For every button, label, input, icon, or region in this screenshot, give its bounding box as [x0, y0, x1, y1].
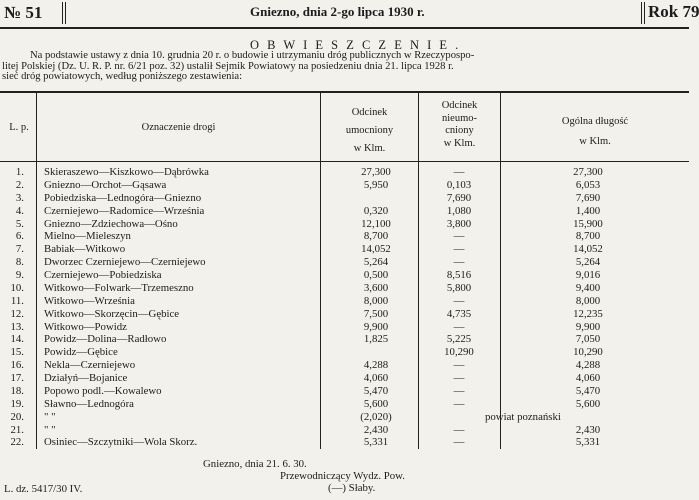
reference-number: L. dz. 5417/30 IV. [4, 483, 83, 495]
road-name: " " [44, 410, 56, 423]
table-row [0, 193, 689, 205]
header-line: Odcinek [351, 107, 388, 118]
total-length: 5,470 [575, 384, 601, 397]
unpaved-length: — [453, 436, 465, 449]
row-note: powiat poznański [485, 410, 561, 423]
total-length: 5,600 [575, 397, 601, 410]
table-row [0, 309, 689, 321]
header-line: w Klm. [443, 137, 476, 149]
intro-line: Na podstawie ustawy z dnia 10. grudnia 20 r. o budowie i utrzymaniu dróg publicznych w Rzeczypospo- [30, 50, 475, 61]
issue-number: № 51 [4, 3, 43, 22]
paved-length: 4,288 [363, 359, 389, 372]
table-row [0, 244, 689, 256]
total-length: 2,430 [575, 423, 601, 436]
table-row [0, 334, 689, 346]
table-row [0, 347, 689, 359]
road-name: Popowo podl.—Kowalewo [44, 384, 162, 397]
total-length: 7,690 [575, 191, 601, 204]
road-name: Witkowo—Września [44, 294, 135, 307]
unpaved-length: — [453, 166, 465, 178]
row-number: 10. [10, 281, 24, 294]
road-name: Witkowo—Powidz [44, 320, 127, 333]
paved-length: 2,430 [363, 423, 389, 436]
paved-length: 1,825 [363, 333, 389, 346]
unpaved-length: — [453, 320, 465, 333]
road-name: Gniezno—Zdziechowa—Ośno [44, 217, 178, 230]
road-name: Mielno—Mieleszyn [44, 230, 131, 243]
total-length: 12,235 [573, 307, 603, 320]
header-line: w Klm. [579, 136, 611, 147]
unpaved-length: 5,225 [446, 333, 472, 346]
table-row [0, 399, 689, 411]
unpaved-length: — [453, 256, 465, 269]
unpaved-length: 0,103 [446, 178, 472, 191]
road-name: Witkowo—Skorzęcin—Gębice [44, 307, 180, 320]
total-length: 8,000 [575, 294, 601, 307]
row-number: 8. [15, 256, 24, 269]
signature-title: Przewodniczący Wydz. Pow. [280, 470, 405, 482]
total-length: 6,053 [575, 178, 601, 191]
total-length: 9,016 [575, 269, 601, 282]
total-length: 1,400 [575, 204, 601, 217]
table-row [0, 219, 689, 231]
table-row [0, 425, 689, 437]
row-number: 6. [15, 230, 24, 243]
paved-length: 14,052 [361, 243, 391, 256]
unpaved-length: 7,690 [446, 191, 472, 204]
paved-length: 0,500 [363, 269, 389, 282]
intro-line: litej Polskiej (Dz. U. R. P. nr. 6/21 poz. 32) ustalił Sejmik Powiatowy na posiedzeniu dnia 21. lipca 1928 r. [2, 60, 454, 72]
header-rule [0, 27, 689, 29]
row-number: 3. [15, 191, 24, 204]
header-line: cniony [445, 125, 474, 136]
row-number: 4. [15, 204, 24, 217]
table-row [0, 386, 689, 398]
unpaved-length: 5,800 [446, 281, 472, 294]
notice-intro [2, 51, 685, 83]
place-date: Gniezno, dnia 21. 6. 30. [203, 458, 307, 470]
paved-length: 7,500 [363, 307, 389, 320]
paved-length: 5,950 [363, 178, 389, 191]
table-row [0, 283, 689, 295]
unpaved-length: — [453, 397, 465, 410]
unpaved-length: 3,800 [446, 217, 472, 230]
table-row [0, 373, 689, 385]
road-name: Osiniec—Szczytniki—Wola Skorz. [44, 436, 198, 449]
total-length: 10,290 [573, 346, 603, 359]
row-number: 11. [10, 294, 24, 307]
unpaved-length: 1,080 [446, 204, 472, 217]
table-row [0, 322, 689, 334]
header-divider-left [62, 2, 63, 24]
road-name: Dworzec Czerniejewo—Czerniejewo [44, 256, 206, 269]
paved-length: 4,060 [363, 372, 389, 385]
row-number: 21. [10, 423, 24, 436]
row-number: 1. [15, 166, 24, 178]
table-row [0, 231, 689, 243]
road-name: Powidz—Dolina—Radłowo [44, 333, 167, 346]
paved-length: 5,470 [363, 384, 389, 397]
table-row [0, 270, 689, 282]
unpaved-length: 4,735 [446, 307, 472, 320]
road-name: " " [44, 423, 56, 436]
total-length: 9,400 [575, 281, 601, 294]
paved-length: (2,020) [360, 410, 392, 423]
road-name: Skieraszewo—Kiszkowo—Dąbrówka [44, 166, 209, 178]
total-length: 9,900 [575, 320, 601, 333]
total-length: 4,060 [575, 372, 601, 385]
header-line: nieumo- [442, 112, 477, 124]
road-name: Babiak—Witkowo [44, 243, 126, 256]
row-number: 16. [10, 359, 24, 372]
row-number: 7. [15, 243, 24, 256]
header-line: w Klm. [353, 143, 386, 154]
road-name: Działyń—Bojanice [44, 372, 128, 385]
table-header-rule [0, 161, 689, 162]
unpaved-length: — [453, 294, 465, 307]
row-number: 2. [15, 178, 24, 191]
column-header-lp: L. p. [9, 122, 29, 133]
table-row [0, 257, 689, 269]
table-row [0, 412, 689, 424]
unpaved-length: — [453, 423, 465, 436]
table-row [0, 167, 689, 179]
paved-length: 0,320 [363, 204, 389, 217]
unpaved-length: — [453, 243, 465, 256]
road-name: Powidz—Gębice [44, 346, 118, 359]
road-name: Sławno—Lednogóra [44, 397, 134, 410]
header-divider-left-2 [65, 2, 66, 24]
road-name: Pobiedziska—Lednogóra—Gniezno [44, 191, 202, 204]
column-header-total [501, 112, 689, 152]
table-top-rule [0, 91, 689, 93]
paved-length: 8,000 [363, 294, 389, 307]
road-name: Czerniejewo—Pobiedziska [44, 269, 162, 282]
total-length: 5,264 [575, 256, 601, 269]
notice-title: O B W I E S Z C Z E N I E . [250, 38, 461, 52]
row-number: 15. [10, 346, 24, 359]
total-length: 4,288 [575, 359, 601, 372]
road-name: Czerniejewo—Radomice—Września [44, 204, 205, 217]
total-length: 14,052 [573, 243, 603, 256]
total-length: 15,900 [573, 217, 603, 230]
paved-length: 5,600 [363, 397, 389, 410]
total-length: 5,331 [575, 436, 601, 449]
row-number: 20. [10, 410, 24, 423]
total-length: 27,300 [573, 166, 603, 178]
road-name: Gniezno—Orchot—Gąsawa [44, 178, 167, 191]
intro-line: sieć dróg powiatowych, według poniższego zestawienia: [2, 71, 243, 82]
paved-length: 5,331 [363, 436, 389, 449]
row-number: 18. [10, 384, 24, 397]
row-number: 14. [10, 333, 24, 346]
header-line: umocniony [345, 125, 394, 136]
column-header-paved [321, 104, 418, 158]
row-number: 17. [10, 372, 24, 385]
paved-length: 12,100 [361, 217, 391, 230]
column-header-unpaved [419, 100, 500, 150]
row-number: 13. [10, 320, 24, 333]
row-number: 19. [10, 397, 24, 410]
column-header-name: Oznaczenie drogi [141, 122, 216, 133]
table-row [0, 296, 689, 308]
road-name: Nekla—Czerniejewo [44, 359, 136, 372]
row-number: 22. [10, 436, 24, 449]
header-divider-right-2 [644, 2, 645, 24]
road-name: Witkowo—Folwark—Trzemeszno [44, 281, 194, 294]
total-length: 8,700 [575, 230, 601, 243]
unpaved-length: 8,516 [446, 269, 472, 282]
unpaved-length: — [453, 359, 465, 372]
paved-length: 9,900 [363, 320, 389, 333]
row-number: 5. [15, 217, 24, 230]
paved-length: 3,600 [363, 281, 389, 294]
header-line: Odcinek [441, 100, 478, 111]
signature-name: (—) Słaby. [328, 482, 376, 494]
unpaved-length: 10,290 [444, 346, 474, 359]
header-divider-right [641, 2, 642, 24]
table-row [0, 360, 689, 372]
table-row [0, 180, 689, 192]
row-number: 9. [15, 269, 24, 282]
unpaved-length: — [453, 230, 465, 243]
paved-length: 8,700 [363, 230, 389, 243]
table-row [0, 206, 689, 218]
year-label: Rok 79 [648, 2, 699, 21]
unpaved-length: — [453, 384, 465, 397]
header-line: Ogólna długość [561, 116, 629, 127]
paved-length: 5,264 [363, 256, 389, 269]
page-header-title: Gniezno, dnia 2-go lipca 1930 r. [250, 4, 425, 19]
row-number: 12. [10, 307, 24, 320]
total-length: 7,050 [575, 333, 601, 346]
unpaved-length: — [453, 372, 465, 385]
table-row [0, 437, 689, 449]
paved-length: 27,300 [361, 166, 391, 178]
